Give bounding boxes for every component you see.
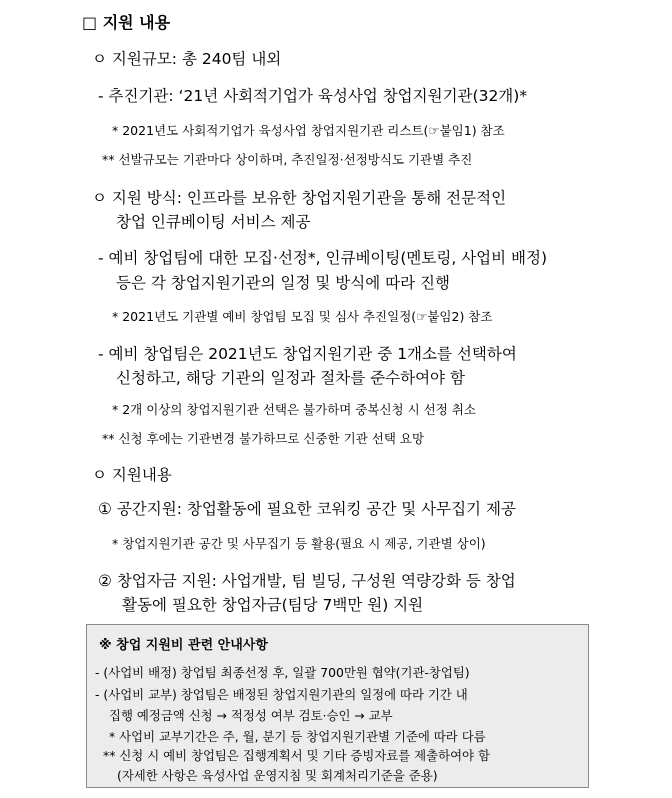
section-title: □ 지원 내용 [82,13,171,32]
method-dash1-note: * 2021년도 기관별 예비 창업팀 모집 및 심사 추진일정(☞붙임2) 참조 [112,309,493,324]
agencies-line: - 추진기관: ‘21년 사회적기업가 육성사업 창업지원기관(32개)* [98,87,528,105]
notice-line-6: (자세한 사항은 육성사업 운영지침 및 회계처리기준을 준용) [117,768,438,783]
method-dash2-line-2: 신청하고, 해당 기관의 일정과 절차를 준수하여야 함 [116,369,465,387]
method-dash2-note-1: * 2개 이상의 창업지원기관 선택은 불가하며 중복신청 시 선정 취소 [112,402,476,417]
agencies-note-1: * 2021년도 사회적기업가 육성사업 창업지원기관 리스트(☞붙임1) 참조 [112,123,505,138]
content-item-2-line-1: ② 창업자금 지원: 사업개발, 팀 빌딩, 구성원 역량강화 등 창업 [98,572,516,590]
method-line-1: ㅇ 지원 방식: 인프라를 보유한 창업지원기관을 통해 전문적인 [92,189,507,207]
notice-line-1: - (사업비 배정) 창업팀 최종선정 후, 일괄 700만원 협약(기관-창업팀) [95,665,470,680]
notice-line-4: * 사업비 교부기간은 주, 월, 분기 등 창업지원기관별 기준에 따라 다름 [109,729,486,744]
content-item-2-line-2: 활동에 필요한 창업자금(팀당 7백만 원) 지원 [122,596,424,614]
method-line-2: 창업 인큐베이팅 서비스 제공 [116,213,311,231]
method-dash2-line-1: - 예비 창업팀은 2021년도 창업지원기관 중 1개소를 선택하여 [98,345,517,363]
content-item-1: ① 공간지원: 창업활동에 필요한 코워킹 공간 및 사무집기 제공 [98,500,516,518]
notice-title: ※ 창업 지원비 관련 안내사항 [99,638,268,653]
notice-line-3: 집행 예정금액 신청 → 적정성 여부 검토·승인 → 교부 [109,708,393,723]
method-dash2-note-2: ** 신청 후에는 기관변경 불가하므로 신중한 기관 선택 요망 [102,431,425,446]
method-dash1-line-2: 등은 각 창업지원기관의 일정 및 방식에 따라 진행 [116,274,450,292]
method-dash1-line-1: - 예비 창업팀에 대한 모집·선정*, 인큐베이팅(멘토링, 사업비 배정) [98,249,548,267]
content-label: ㅇ 지원내용 [92,466,172,484]
scale-label: ㅇ 지원규모: 총 240팀 내외 [92,50,282,68]
agencies-note-2: ** 선발규모는 기관마다 상이하며, 추진일정·선정방식도 기관별 추진 [102,152,473,167]
content-item-1-note: * 창업지원기관 공간 및 사무집기 등 활용(필요 시 제공, 기관별 상이) [112,536,486,551]
notice-box [86,624,589,788]
notice-line-2: - (사업비 교부) 창업팀은 배정된 창업지원기관의 일정에 따라 기간 내 [95,687,468,702]
notice-line-5: ** 신청 시 예비 창업팀은 집행계획서 및 기타 증빙자료를 제출하여야 함 [103,748,490,763]
